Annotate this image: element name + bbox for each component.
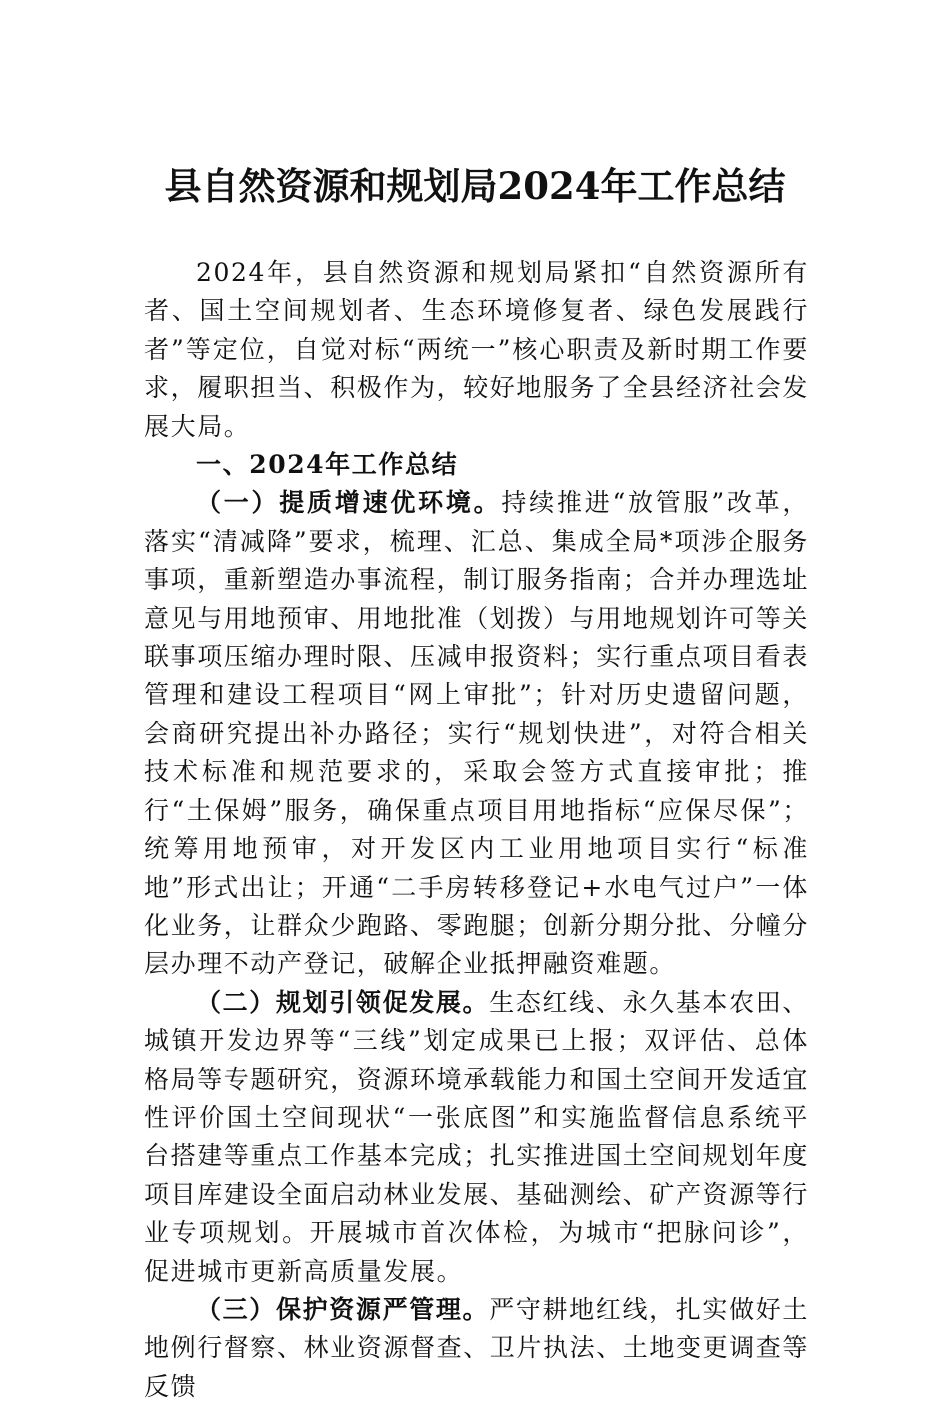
item2-paragraph (144, 984, 809, 1291)
item3-lead: （三）保护资源严管理。 (196, 1294, 490, 1324)
item2-text: 生态红线、永久基本农田、城镇开发边界等“三线”划定成果已上报；双评估、总体格局等专题研究，资源环境承载能力和国土空间开发适宜性评价国土空间现状“一张底图”和实施监督信息系统平台搭建等重点工作基本完成；扎实推进国土空间规划年度项目库建设全面启动林业发展、基础测绘、矿产资源等行业专项规划。开展城市首次体检，为城市“把脉问诊”，促进城市更新高质量发展。 (144, 987, 810, 1286)
section-heading: 一、2024年工作总结 (196, 450, 459, 480)
intro-paragraph: 2024年，县自然资源和规划局紧扣“自然资源所有者、国土空间规划者、生态环境修复者、绿色发展践行者”等定位，自觉对标“两统一”核心职责及新时期工作要求，履职担当、积极作为，较好地服务了全县经济社会发展大局。 (144, 258, 810, 441)
item2-lead: （二）规划引领促发展。 (196, 987, 490, 1017)
item1-text: 持续推进“放管服”改革，落实“清减降”要求，梳理、汇总、集成全局*项涉企服务事项，重新塑造办事流程，制订服务指南；合并办理选址意见与用地预审、用地批准（划拨）与用地规划许可等关联事项压缩办理时限、压减申报资料；实行重点项目看表管理和建设工程项目“网上审批”；针对历史遗留问题，会商研究提出补办路径；实行“规划快进”，对符合相关技术标准和规范要求的，采取会签方式直接审批；推行“土保姆”服务，确保重点项目用地指标“应保尽保”；统筹用地预审，对开发区内工业用地项目实行“标准地”形式出让；开通“二手房转移登记+水电气过户”一体化业务，让群众少跑路、零跑腿；创新分期分批、分幢分层办理不动产登记，破解企业抵押融资难题。 (144, 488, 810, 979)
item1-paragraph (144, 484, 809, 983)
document-body (144, 254, 809, 1406)
item1-lead: （一）提质增速优环境。 (196, 488, 502, 518)
document-title: 县自然资源和规划局2024年工作总结 (164, 164, 786, 208)
item3-paragraph (144, 1291, 809, 1406)
item3-text: 严守耕地红线，扎实做好土地例行督察、林业资源督查、卫片执法、土地变更调查等反馈 (144, 1294, 810, 1401)
